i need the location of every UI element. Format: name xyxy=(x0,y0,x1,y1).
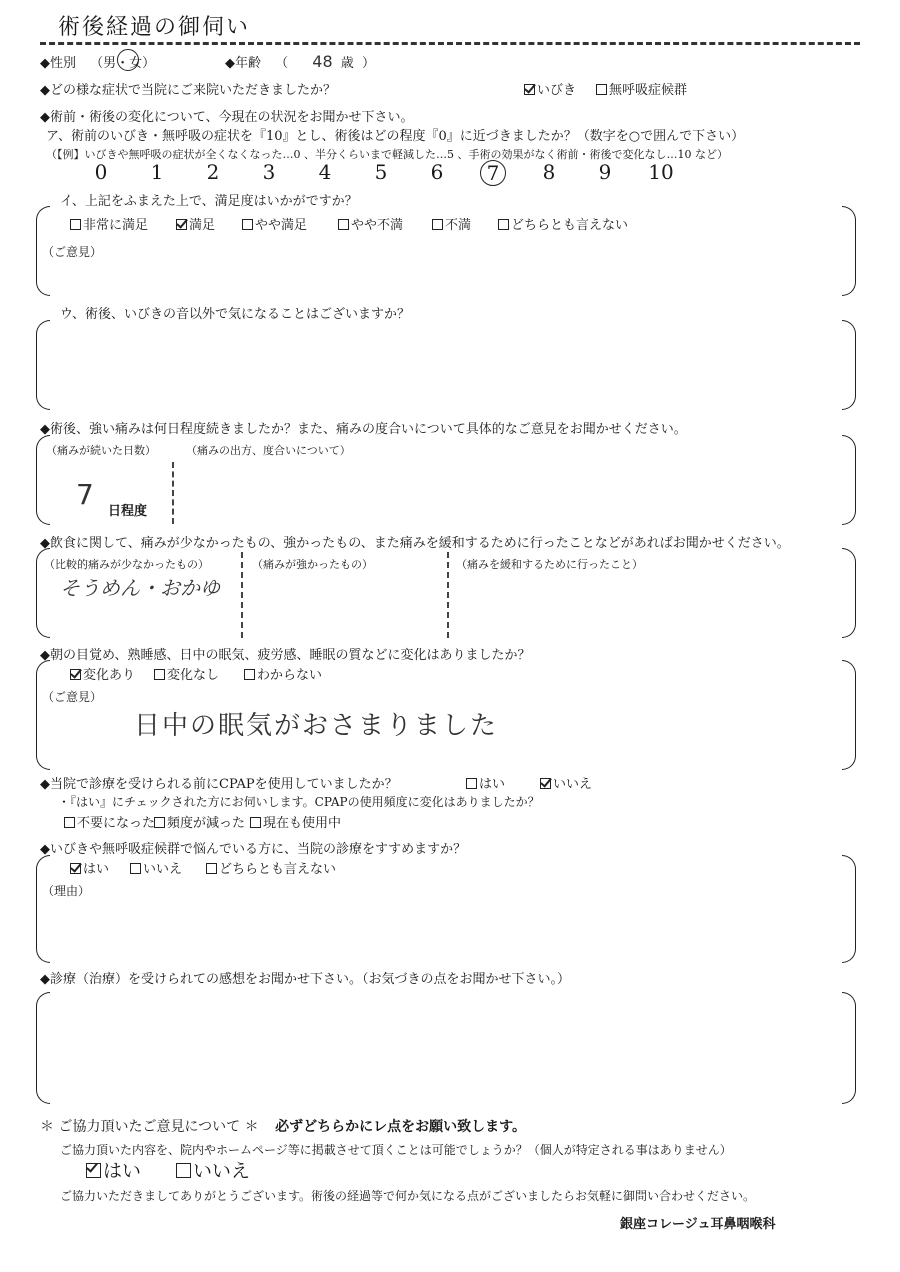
q1-text: ◆どの様な症状で当院にご来院いただきましたか？ xyxy=(40,83,336,98)
checkbox-icon xyxy=(432,219,443,230)
scale-option-9[interactable]: 9 xyxy=(598,160,612,184)
checkbox-checked-icon xyxy=(540,778,551,789)
q3opts-option-5[interactable] xyxy=(498,214,628,233)
q7opts-option-label: 変化あり xyxy=(83,668,136,683)
footer-no[interactable]: いいえ xyxy=(176,1156,250,1183)
age-value: 48 xyxy=(312,52,333,71)
q3opts-option-label: やや満足 xyxy=(255,218,308,233)
checkbox-checked-icon xyxy=(176,219,187,230)
footer-thanks: ご協力いただきましてありがとうございます。術後の経過等で何か気になる点がございましたらお気軽に御問い合わせください。 xyxy=(60,1189,756,1203)
checkbox-icon xyxy=(64,817,75,828)
title-underline xyxy=(40,42,860,45)
q6-divider-2 xyxy=(447,552,449,638)
checkbox-checked-icon xyxy=(70,863,81,874)
q8-yes[interactable]: はい xyxy=(466,773,505,792)
q3opts-option-label: どちらとも言えない xyxy=(511,218,629,233)
footer-heading: ＊ ご協力頂いたご意見について ＊ 必ずどちらかにレ点をお願い致します。 xyxy=(40,1119,526,1135)
q3opts-option-label: 不満 xyxy=(445,218,472,233)
q3opts-option-label: 非常に満足 xyxy=(83,218,149,233)
q6-bracket-right xyxy=(842,548,856,638)
age-label: ◆年齢 xyxy=(225,56,261,71)
checkbox-icon xyxy=(176,1163,191,1178)
scale-option-10[interactable]: 10 xyxy=(648,160,674,184)
q9opts-option-0[interactable] xyxy=(70,858,109,877)
checkbox-icon xyxy=(154,669,165,680)
footer-question: ご協力頂いた内容を、院内やホームページ等に掲載させて頂くことは可能でしょうか？（個人が特定される事はありません） xyxy=(60,1143,732,1157)
q6-col3-label: （痛みを緩和するために行ったこと） xyxy=(456,558,643,571)
checkbox-icon xyxy=(70,219,81,230)
scale-option-6[interactable]: 6 xyxy=(430,160,444,184)
footer-heading-bold: 必ずどちらかにレ点をお願い致します。 xyxy=(275,1119,526,1135)
q5-days-label: （痛みが続いた日数） xyxy=(46,444,156,457)
q5-degree-label: （痛みの出方、度合いについて） xyxy=(186,444,351,457)
q8opts-option-label: 不要になった xyxy=(77,816,156,831)
q1-opt-snoring[interactable]: いびき xyxy=(524,79,576,98)
q9-bracket-right xyxy=(842,855,856,963)
q6-col1-label: （比較的痛みが少なかったもの） xyxy=(44,558,209,571)
q7opts-option-label: わからない xyxy=(257,668,323,683)
age-unit: 歳 xyxy=(340,56,354,71)
q3opts-option-label: やや不満 xyxy=(351,218,404,233)
q3opts-option-3[interactable] xyxy=(338,214,403,233)
q9opts-option-2[interactable] xyxy=(206,858,336,877)
checkbox-icon xyxy=(338,219,349,230)
q6-text: ◆飲食に関して、痛みが少なかったもの、強かったもの、また痛みを緩和するために行ったことなどがあればお聞かせください。 xyxy=(40,536,790,551)
q9-text: ◆いびきや無呼吸症候群で悩んでいる方に、当院の診療をすすめますか？ xyxy=(40,842,467,857)
q3-text: イ、上記をふまえた上で、満足度はいかがですか？ xyxy=(60,194,358,209)
q7-bracket-left xyxy=(36,660,50,770)
scale-option-8[interactable]: 8 xyxy=(542,160,556,184)
checkbox-icon xyxy=(244,669,255,680)
checkbox-icon xyxy=(596,84,607,95)
q7opts-option-2[interactable] xyxy=(244,664,322,683)
q3opts-option-0[interactable] xyxy=(70,214,148,233)
q4-bracket-left xyxy=(36,320,50,410)
q3-bracket-right xyxy=(842,206,856,296)
q10-text: ◆診療（治療）を受けられての感想をお聞かせ下さい。（お気づきの点をお聞かせ下さい。） xyxy=(40,972,570,987)
q8opts-option-label: 現在も使用中 xyxy=(263,816,342,831)
checkbox-icon xyxy=(498,219,509,230)
q9-bracket-left xyxy=(36,855,50,963)
q7-text: ◆朝の目覚め、熟睡感、日中の眠気、疲労感、睡眠の質などに変化はありましたか？ xyxy=(40,648,531,663)
q8opts-option-1[interactable] xyxy=(154,812,245,831)
q9-reason-label: （理由） xyxy=(42,884,91,898)
age-close: ） xyxy=(361,56,375,71)
scale-option-2[interactable]: 2 xyxy=(206,160,220,184)
q4-text: ウ、術後、いびきの音以外で気になることはございますか？ xyxy=(60,307,410,322)
q6-col1-value: そうめん・おかゆ xyxy=(60,576,220,600)
gender-value: （男・女） xyxy=(90,56,156,71)
checkbox-checked-icon xyxy=(524,84,535,95)
checkbox-icon xyxy=(250,817,261,828)
q8opts-option-2[interactable] xyxy=(250,812,341,831)
q7-comment-value: 日中の眠気がおさまりました xyxy=(134,711,499,741)
checkbox-checked-icon xyxy=(86,1163,101,1178)
q8-sub: ・『はい』にチェックされた方にお伺いします。CPAPの使用頻度に変化はありましたか？ xyxy=(58,795,540,809)
q10-bracket-right xyxy=(842,992,856,1104)
gender-label: ◆性別 xyxy=(40,56,76,71)
checkbox-icon xyxy=(154,817,165,828)
q8opts-option-0[interactable] xyxy=(64,812,155,831)
q2-line2: ア、術前のいびき・無呼吸の症状を『10』とし、術後はどの程度『0』に近づきましたか？（数字を○で囲んで下さい） xyxy=(46,129,745,144)
q5-text: ◆術後、強い痛みは何日程度続きましたか？また、痛みの度合いについて具体的なご意見をお聞かせください。 xyxy=(40,422,687,437)
q1-opt-apnea[interactable]: 無呼吸症候群 xyxy=(596,79,687,98)
scale-option-1[interactable]: 1 xyxy=(150,160,164,184)
checkbox-icon xyxy=(130,863,141,874)
q9opts-option-label: はい xyxy=(83,862,110,877)
q5-divider xyxy=(172,462,174,524)
q9opts-option-label: どちらとも言えない xyxy=(219,862,337,877)
q9opts-option-label: いいえ xyxy=(143,862,183,877)
q3opts-option-2[interactable] xyxy=(242,214,307,233)
scale-option-0[interactable]: 0 xyxy=(94,160,108,184)
q7-bracket-right xyxy=(842,660,856,770)
age-open: （ xyxy=(275,56,289,71)
checkbox-icon xyxy=(466,778,477,789)
q3-comment-label: （ご意見） xyxy=(42,245,103,259)
footer-yes[interactable]: はい xyxy=(86,1156,141,1183)
q2-example: （【例】いびきや無呼吸の症状が全くなくなった…0 、半分くらいまで軽減した…5 、手術の効果がなく術前・術後で変化なし…10 など） xyxy=(46,148,728,161)
q6-col2-label: （痛みが強かったもの） xyxy=(252,558,373,571)
q7-comment-label: （ご意見） xyxy=(42,690,103,704)
scale-option-7[interactable]: 7 xyxy=(480,160,506,186)
q8-text: ◆当院で診療を受けられる前にCPAPを使用していましたか？ xyxy=(40,777,398,792)
age-field xyxy=(225,52,375,71)
clinic-name: 銀座コレージュ耳鼻咽喉科 xyxy=(620,1217,776,1232)
q5-days-value: 7 xyxy=(76,478,94,511)
checkbox-icon xyxy=(242,219,253,230)
q7opts-option-label: 変化なし xyxy=(167,668,220,683)
scale-option-5[interactable]: 5 xyxy=(374,160,388,184)
q6-divider-1 xyxy=(241,552,243,638)
q3opts-option-4[interactable] xyxy=(432,214,471,233)
q7opts-option-0[interactable] xyxy=(70,664,135,683)
q3opts-option-label: 満足 xyxy=(189,218,216,233)
q8opts-option-label: 頻度が減った xyxy=(167,816,246,831)
q7opts-option-1[interactable] xyxy=(154,664,219,683)
page-title: 術後経過の御伺い xyxy=(58,15,251,40)
scale-option-4[interactable]: 4 xyxy=(318,160,332,184)
q2-line1: ◆術前・術後の変化について、今現在の状況をお聞かせ下さい。 xyxy=(40,110,414,125)
checkbox-checked-icon xyxy=(70,669,81,680)
q8-no[interactable]: いいえ xyxy=(540,773,592,792)
q9opts-option-1[interactable] xyxy=(130,858,182,877)
scale-option-3[interactable]: 3 xyxy=(262,160,276,184)
q2-scale xyxy=(86,160,696,186)
q10-bracket-left xyxy=(36,992,50,1104)
checkbox-icon xyxy=(206,863,217,874)
q4-bracket-right xyxy=(842,320,856,410)
q5-bracket-right xyxy=(842,435,856,525)
q5-days-unit: 日程度 xyxy=(108,504,148,519)
q3opts-option-1[interactable] xyxy=(176,214,215,233)
gender-circle xyxy=(117,49,139,71)
